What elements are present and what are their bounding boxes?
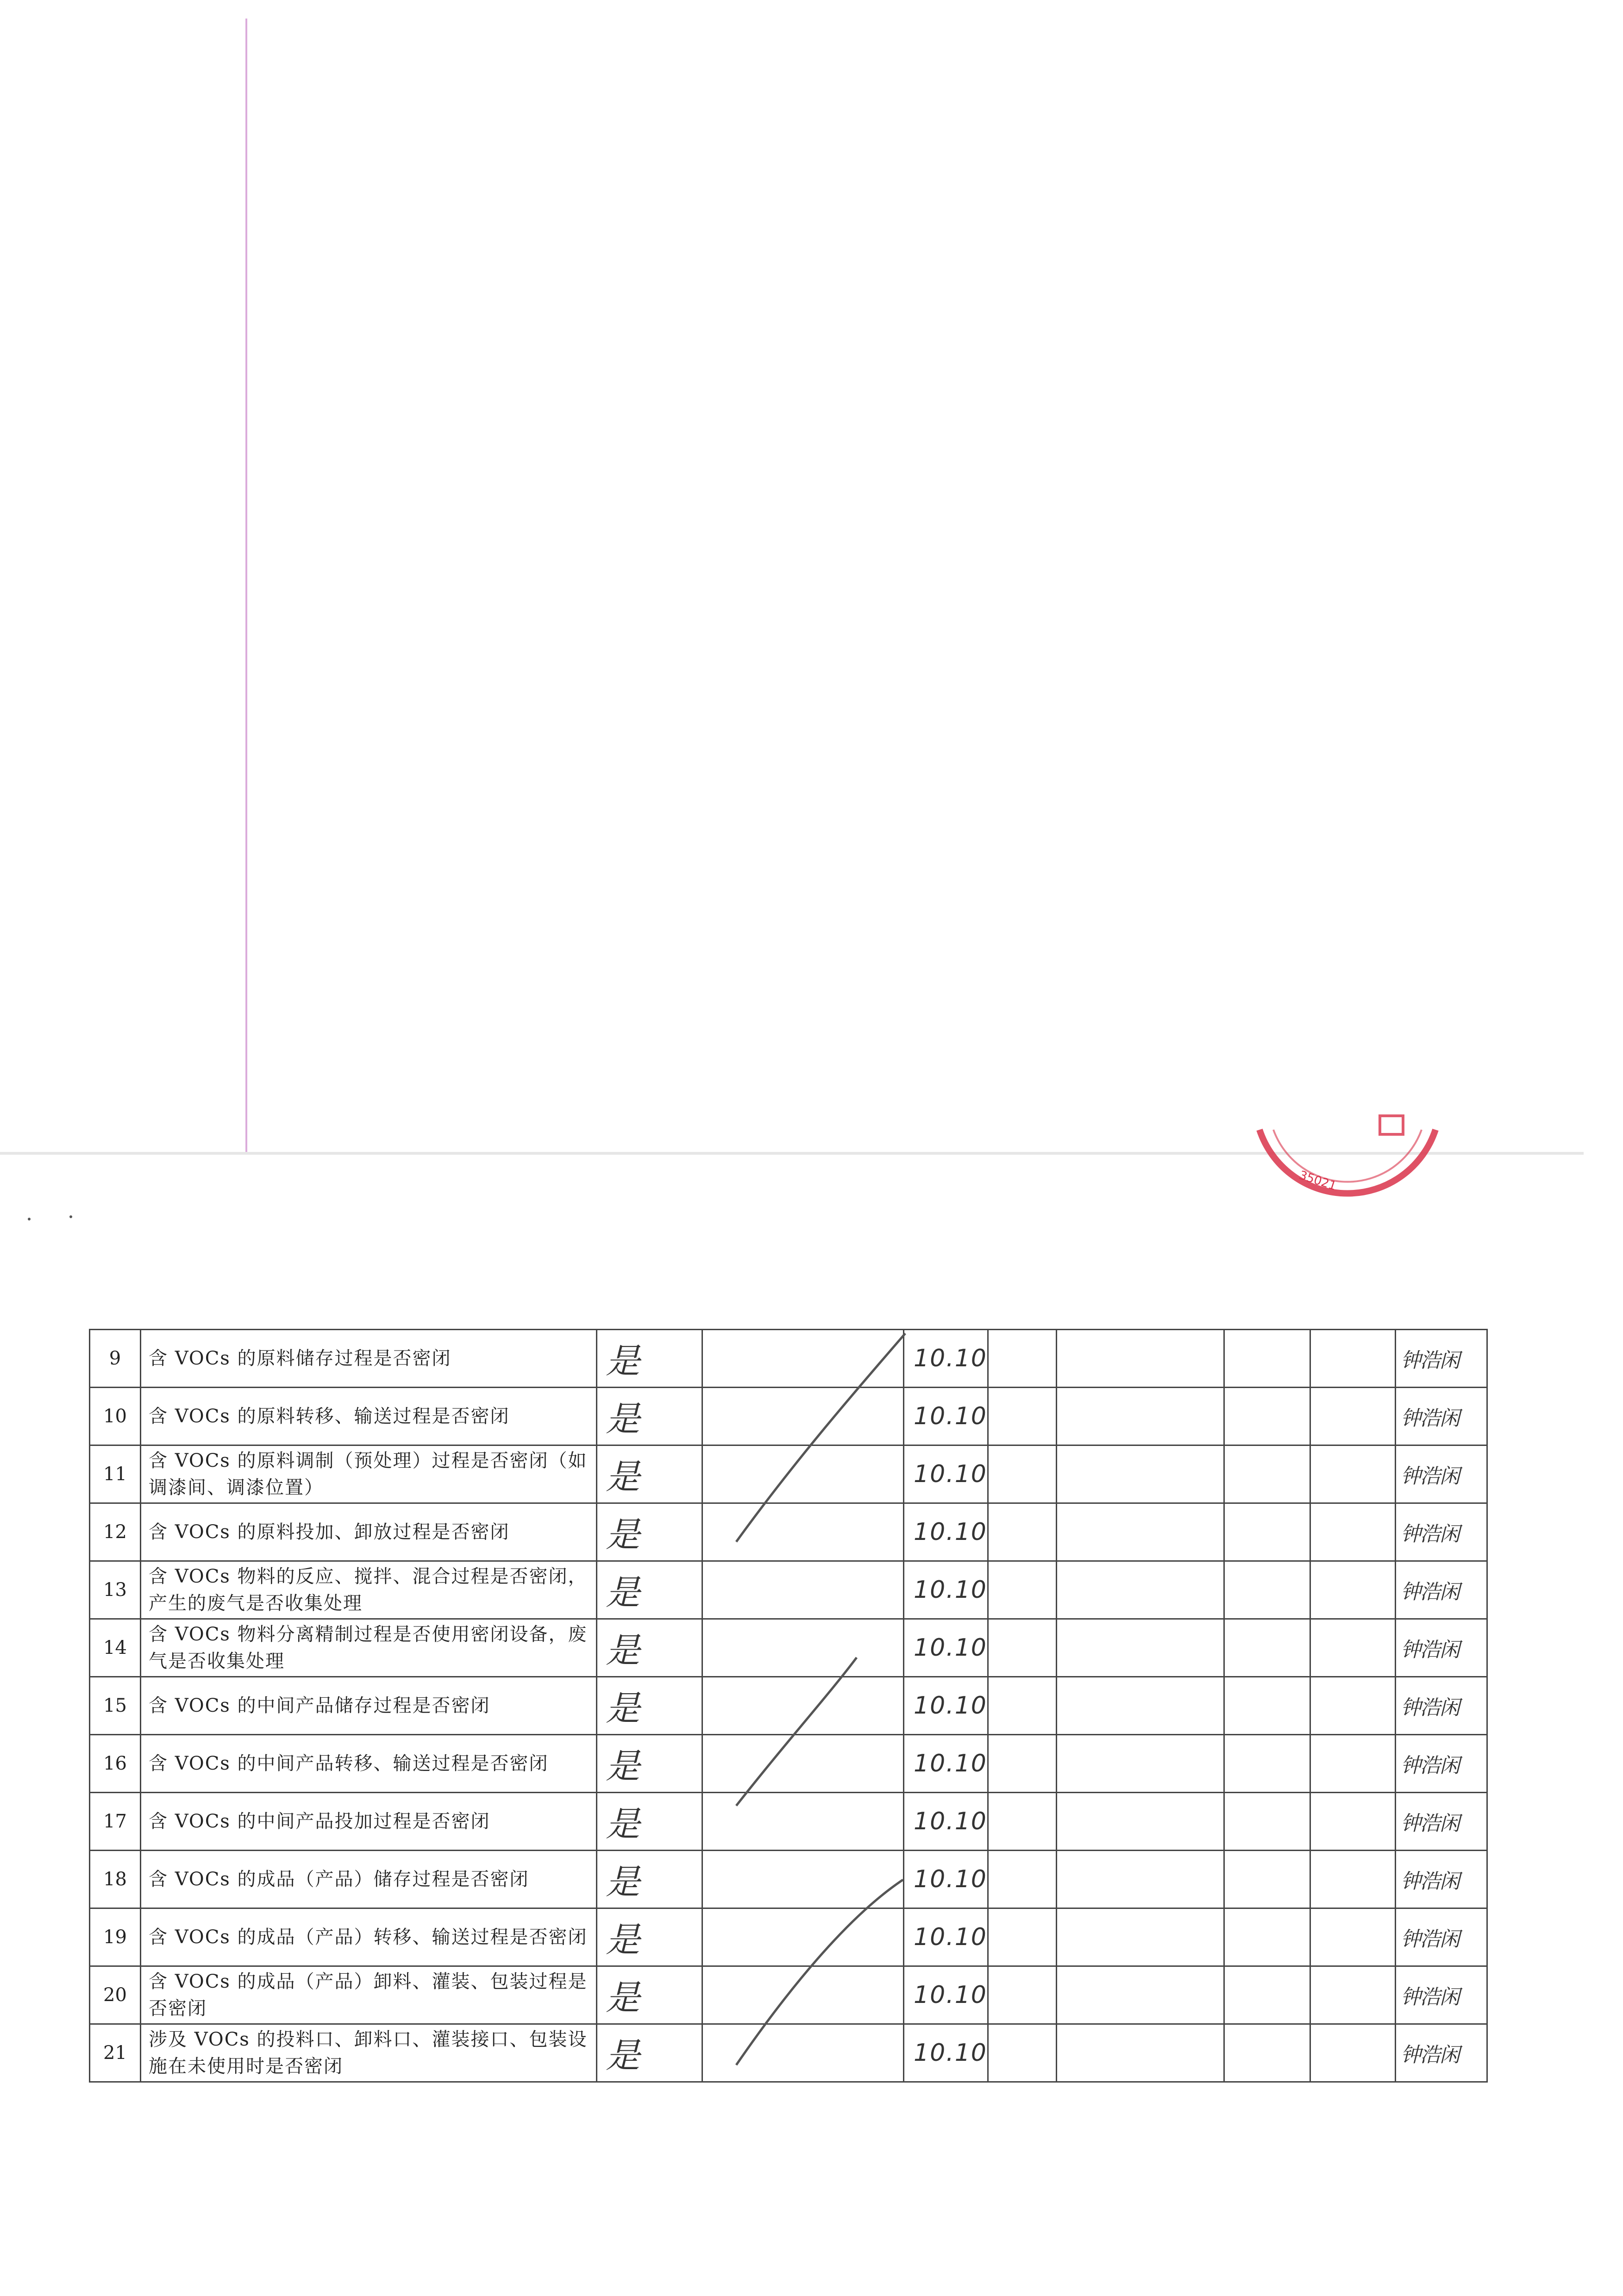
blank-cell	[702, 1503, 904, 1561]
row-number: 20	[90, 1966, 141, 2024]
table-row	[90, 1908, 1487, 1966]
speck	[28, 1218, 31, 1220]
speck	[69, 1215, 72, 1218]
margin-line	[245, 19, 247, 1153]
table-row	[90, 1445, 1487, 1503]
blank-cell	[1224, 1503, 1310, 1561]
blank-cell	[1310, 1445, 1395, 1503]
row-item: 含 VOCs 的中间产品投加过程是否密闭	[141, 1793, 597, 1851]
row-signature: 钟浩闲	[1395, 1619, 1487, 1677]
blank-cell	[1310, 1677, 1395, 1735]
row-date: 10.10	[904, 1966, 988, 2024]
blank-cell	[1056, 1793, 1224, 1851]
blank-cell	[702, 1908, 904, 1966]
table-row	[90, 1735, 1487, 1793]
blank-cell	[1224, 1908, 1310, 1966]
blank-cell	[1056, 1735, 1224, 1793]
row-result: 是	[597, 1388, 702, 1445]
row-item: 含 VOCs 的成品（产品）卸料、灌装、包装过程是否密闭	[141, 1966, 597, 2024]
table-row	[90, 1677, 1487, 1735]
blank-cell	[1056, 1330, 1224, 1388]
row-result: 是	[597, 1619, 702, 1677]
row-date: 10.10	[904, 1330, 988, 1388]
blank-cell	[1224, 1851, 1310, 1908]
blank-cell	[988, 1851, 1056, 1908]
blank-cell	[988, 2024, 1056, 2082]
blank-cell	[1056, 2024, 1224, 2082]
row-number: 21	[90, 2024, 141, 2082]
row-item: 含 VOCs 物料分离精制过程是否使用密闭设备，废气是否收集处理	[141, 1619, 597, 1677]
row-item: 含 VOCs 的中间产品储存过程是否密闭	[141, 1677, 597, 1735]
blank-cell	[1224, 1388, 1310, 1445]
row-result: 是	[597, 1445, 702, 1503]
blank-cell	[1310, 1619, 1395, 1677]
row-date: 10.10	[904, 1619, 988, 1677]
row-date: 10.10	[904, 1793, 988, 1851]
seal-digits: 35021	[1297, 1168, 1338, 1194]
blank-cell	[988, 1735, 1056, 1793]
blank-cell	[988, 1908, 1056, 1966]
blank-cell	[702, 2024, 904, 2082]
blank-cell	[702, 1677, 904, 1735]
blank-cell	[1310, 1735, 1395, 1793]
row-result: 是	[597, 1330, 702, 1388]
row-number: 19	[90, 1908, 141, 1966]
blank-cell	[1224, 1330, 1310, 1388]
blank-cell	[1224, 1793, 1310, 1851]
row-date: 10.10	[904, 1677, 988, 1735]
blank-cell	[1224, 1966, 1310, 2024]
row-signature: 钟浩闲	[1395, 1388, 1487, 1445]
row-item: 涉及 VOCs 的投料口、卸料口、灌装接口、包装设施在未使用时是否密闭	[141, 2024, 597, 2082]
row-date: 10.10	[904, 1561, 988, 1619]
blank-cell	[1310, 1793, 1395, 1851]
row-result: 是	[597, 1677, 702, 1735]
blank-cell	[1056, 1851, 1224, 1908]
blank-cell	[702, 1851, 904, 1908]
row-item: 含 VOCs 的成品（产品）转移、输送过程是否密闭	[141, 1908, 597, 1966]
row-result: 是	[597, 1966, 702, 2024]
blank-cell	[1056, 1561, 1224, 1619]
row-result: 是	[597, 1735, 702, 1793]
row-item: 含 VOCs 的原料储存过程是否密闭	[141, 1330, 597, 1388]
row-signature: 钟浩闲	[1395, 1908, 1487, 1966]
blank-cell	[702, 1966, 904, 2024]
table-row	[90, 1966, 1487, 2024]
row-item: 含 VOCs 的原料转移、输送过程是否密闭	[141, 1388, 597, 1445]
row-item: 含 VOCs 的原料投加、卸放过程是否密闭	[141, 1503, 597, 1561]
table-row	[90, 1503, 1487, 1561]
blank-cell	[1224, 1561, 1310, 1619]
row-signature: 钟浩闲	[1395, 2024, 1487, 2082]
company-seal	[1241, 1111, 1454, 1232]
row-date: 10.10	[904, 1851, 988, 1908]
row-date: 10.10	[904, 2024, 988, 2082]
blank-cell	[702, 1388, 904, 1445]
blank-cell	[1310, 1851, 1395, 1908]
row-number: 12	[90, 1503, 141, 1561]
blank-cell	[1056, 1966, 1224, 2024]
table-row	[90, 1561, 1487, 1619]
row-signature: 钟浩闲	[1395, 1561, 1487, 1619]
blank-cell	[988, 1330, 1056, 1388]
row-result: 是	[597, 1908, 702, 1966]
row-number: 10	[90, 1388, 141, 1445]
blank-cell	[702, 1561, 904, 1619]
row-signature: 钟浩闲	[1395, 1793, 1487, 1851]
row-number: 16	[90, 1735, 141, 1793]
table-row	[90, 1619, 1487, 1677]
blank-cell	[988, 1503, 1056, 1561]
row-signature: 钟浩闲	[1395, 1445, 1487, 1503]
row-number: 15	[90, 1677, 141, 1735]
table-row	[90, 1851, 1487, 1908]
row-number: 17	[90, 1793, 141, 1851]
row-result: 是	[597, 1851, 702, 1908]
blank-cell	[1224, 1677, 1310, 1735]
row-signature: 钟浩闲	[1395, 1330, 1487, 1388]
row-signature: 钟浩闲	[1395, 1966, 1487, 2024]
blank-cell	[1310, 2024, 1395, 2082]
row-number: 13	[90, 1561, 141, 1619]
blank-cell	[1056, 1677, 1224, 1735]
row-item: 含 VOCs 物料的反应、搅拌、混合过程是否密闭，产生的废气是否收集处理	[141, 1561, 597, 1619]
blank-cell	[1310, 1908, 1395, 1966]
blank-cell	[988, 1677, 1056, 1735]
blank-cell	[702, 1445, 904, 1503]
row-date: 10.10	[904, 1908, 988, 1966]
blank-cell	[1224, 2024, 1310, 2082]
blank-cell	[988, 1619, 1056, 1677]
blank-cell	[1056, 1388, 1224, 1445]
blank-cell	[1056, 1908, 1224, 1966]
row-signature: 钟浩闲	[1395, 1503, 1487, 1561]
blank-cell	[1310, 1561, 1395, 1619]
row-number: 11	[90, 1445, 141, 1503]
table-row	[90, 1388, 1487, 1445]
blank-cell	[1056, 1503, 1224, 1561]
blank-cell	[1224, 1445, 1310, 1503]
row-item: 含 VOCs 的中间产品转移、输送过程是否密闭	[141, 1735, 597, 1793]
row-signature: 钟浩闲	[1395, 1735, 1487, 1793]
blank-cell	[1056, 1619, 1224, 1677]
blank-cell	[702, 1793, 904, 1851]
blank-cell	[1310, 1503, 1395, 1561]
row-number: 9	[90, 1330, 141, 1388]
blank-cell	[1224, 1619, 1310, 1677]
row-date: 10.10	[904, 1503, 988, 1561]
blank-cell	[1310, 1966, 1395, 2024]
blank-cell	[702, 1735, 904, 1793]
blank-cell	[988, 1445, 1056, 1503]
table-row	[90, 1793, 1487, 1851]
row-signature: 钟浩闲	[1395, 1677, 1487, 1735]
row-date: 10.10	[904, 1445, 988, 1503]
blank-cell	[988, 1793, 1056, 1851]
table-body	[90, 1330, 1487, 2082]
row-signature: 钟浩闲	[1395, 1851, 1487, 1908]
row-item: 含 VOCs 的原料调制（预处理）过程是否密闭（如调漆间、调漆位置）	[141, 1445, 597, 1503]
blank-cell	[988, 1561, 1056, 1619]
blank-cell	[1310, 1330, 1395, 1388]
row-result: 是	[597, 1561, 702, 1619]
row-result: 是	[597, 2024, 702, 2082]
row-item: 含 VOCs 的成品（产品）储存过程是否密闭	[141, 1851, 597, 1908]
row-number: 14	[90, 1619, 141, 1677]
row-date: 10.10	[904, 1735, 988, 1793]
blank-cell	[988, 1966, 1056, 2024]
blank-cell	[702, 1330, 904, 1388]
row-result: 是	[597, 1793, 702, 1851]
blank-cell	[988, 1388, 1056, 1445]
row-number: 18	[90, 1851, 141, 1908]
row-date: 10.10	[904, 1388, 988, 1445]
table-row	[90, 1330, 1487, 1388]
blank-cell	[1056, 1445, 1224, 1503]
table-row	[90, 2024, 1487, 2082]
blank-cell	[1310, 1388, 1395, 1445]
row-result: 是	[597, 1503, 702, 1561]
inspection-table	[89, 1329, 1488, 2083]
blank-cell	[702, 1619, 904, 1677]
blank-cell	[1224, 1735, 1310, 1793]
